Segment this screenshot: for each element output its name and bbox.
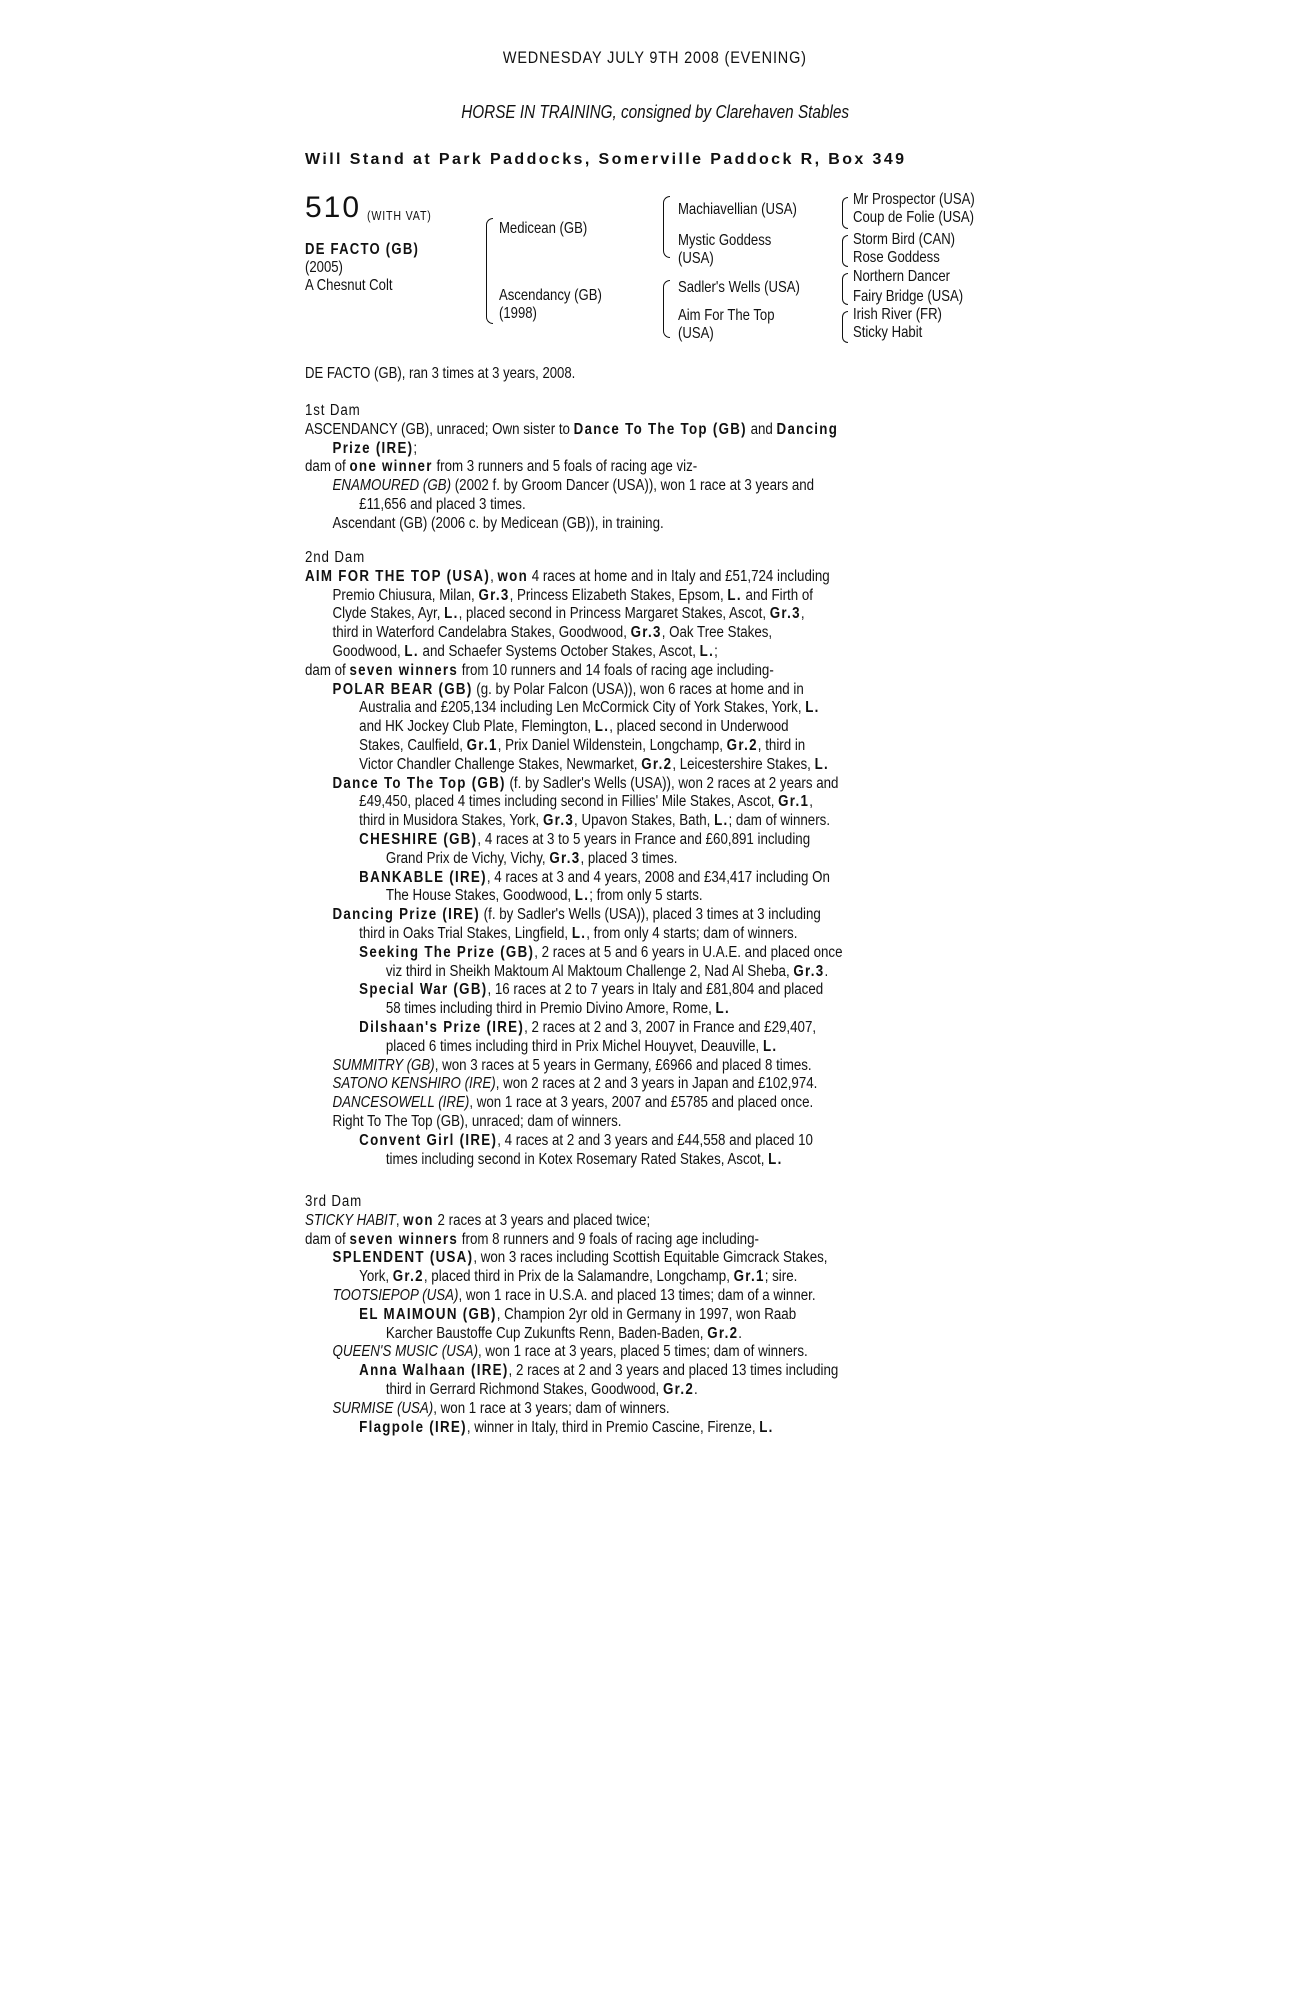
text: , won 1 race in U.S.A. and placed 13 times; dam of a winner. [458,1286,816,1304]
pedigree-brace-dd [842,311,848,343]
horse-ref: Anna Walhaan (IRE) [359,1362,509,1380]
progeny-line [305,1362,965,1381]
text: third in Oaks Trial Stakes, Lingfield, [359,924,572,942]
grade: Gr.3 [769,605,801,623]
horse-ref: Seeking The Prize (GB) [359,943,535,961]
horse-ref: CHESHIRE (GB) [359,830,478,848]
text: placed 6 times including third in Prix Michel Houyvet, Deauville, [385,1037,763,1055]
progeny-line: Right To The Top (GB), unraced; dam of winners. [332,1112,622,1130]
pedigree-dsd: Fairy Bridge (USA) [853,288,964,305]
text: . [738,1324,743,1342]
progeny-line [305,1249,965,1268]
progeny-line [305,1343,965,1362]
progeny-line [305,1057,965,1076]
horse-ref: STICKY HABIT [305,1211,396,1229]
progeny-line [305,718,965,737]
horse-ref: TOOTSIEPOP (USA) [332,1286,459,1304]
text: , Champion 2yr old in Germany in 1997, won Raab [496,1305,797,1323]
text: ; from only 5 starts. [589,887,703,905]
progeny-line [305,775,965,794]
pedigree-sire-sire: Machiavellian (USA) [678,201,797,218]
grade: L. [594,718,610,736]
pedigree-brace-dam [663,280,670,338]
progeny-line [305,1019,965,1038]
progeny-line [305,831,965,850]
pedigree-dam-dam-country: (USA) [678,325,714,342]
third-dam-line [305,1212,965,1231]
text: ; [413,439,418,457]
text: and [746,420,777,438]
second-dam-line [305,568,965,587]
progeny-line [305,793,965,812]
pedigree-brace-ss [842,197,848,229]
text: Victor Chandler Challenge Stakes, Newmarket, [359,755,642,773]
text: , 4 races at 3 to 5 years in France and £60,891 including [477,830,811,848]
pedigree-brace-sd [842,235,848,267]
grade: Gr.1 [778,793,810,811]
progeny-line [305,925,965,944]
progeny-line [305,737,965,756]
text: Australia and £205,134 including Len McCormick City of York Stakes, York, [359,699,806,717]
progeny-line [305,756,965,775]
progeny-line [305,1268,965,1287]
text: £49,450, placed 4 times including second in Fillies' Mile Stakes, Ascot, [359,793,779,811]
text: , won 2 races at 2 and 3 years in Japan and £102,974. [495,1075,818,1093]
pedigree-dam-year: (1998) [499,305,537,322]
horse-ref: BANKABLE (IRE) [359,868,487,886]
grade: Gr.2 [641,755,673,773]
pedigree-dam-sire: Sadler's Wells (USA) [678,279,800,296]
text: , won 1 race at 3 years; dam of winners. [433,1399,670,1417]
pedigree-sire: Medicean (GB) [499,220,588,237]
text: , 4 races at 3 and 4 years, 2008 and £34,417 including On [486,868,830,886]
grade: L. [759,1418,774,1436]
horse-description: A Chesnut Colt [305,277,393,294]
text: , won 3 races at 5 years in Germany, £6966 and placed 8 times. [434,1056,812,1074]
text: , [490,567,498,585]
text: ; sire. [764,1268,798,1286]
text: from 3 runners and 5 foals of racing age viz- [432,458,698,476]
grade: L. [814,755,830,773]
text: dam of [305,1230,350,1248]
grade: Gr.3 [542,812,575,830]
text: , Upavon Stakes, Bath, [574,812,715,830]
second-dam-line [305,605,965,624]
grade: L. [714,812,729,830]
horse-ref: SUMMITRY (GB) [332,1056,435,1074]
text: 2 races at 3 years and placed twice; [433,1211,651,1229]
text: ASCENDANCY (GB), unraced; Own sister to [305,420,574,438]
text: viz third in Sheikh Maktoum Al Maktoum Challenge 2, Nad Al Sheba, [385,962,794,980]
progeny-line [305,1400,965,1419]
stand-line: Will Stand at Park Paddocks, Somerville Paddock R, Box 349 [305,151,907,168]
text: won [497,567,529,585]
text: , 4 races at 2 and 3 years and £44,558 and placed 10 [497,1131,813,1149]
horse-ref: Dance To The Top (GB) [573,420,747,438]
progeny-line [305,1038,965,1057]
grade: L. [574,887,590,905]
third-dam-section [305,1193,965,1437]
winners-count: one winner [349,458,433,476]
grade: L. [715,1000,730,1018]
text: . [694,1380,698,1398]
text: , winner in Italy, third in Premio Cascine, Firenze, [466,1418,760,1436]
horse-ref: Prize (IRE) [332,439,414,457]
progeny-line [305,850,965,869]
grade: Gr.2 [392,1268,424,1286]
text: and HK Jockey Club Plate, Flemington, [359,718,595,736]
text: from 10 runners and 14 foals of racing age including- [458,661,774,679]
second-dam-line [305,587,965,606]
second-dam-section [305,549,965,1169]
grade: L. [571,924,587,942]
consignor-line [305,102,1005,123]
progeny-line [305,1325,965,1344]
grade: Gr.3 [478,586,510,604]
text: ; [714,642,718,660]
horse-ref: AIM FOR THE TOP (USA) [305,567,491,585]
text: Grand Prix de Vichy, Vichy, [385,849,550,867]
grade: Gr.2 [707,1324,739,1342]
text: , [809,793,813,811]
text: , Oak Tree Stakes, [661,624,773,642]
winners-count: seven winners [349,1230,459,1248]
progeny-line [305,887,965,906]
pedigree-sss: Mr Prospector (USA) [853,191,975,208]
grade: Gr.3 [549,849,581,867]
grade: Gr.2 [726,736,758,754]
text: and Firth of [741,586,813,604]
pedigree-brace-main [486,218,493,324]
progeny-line [305,699,965,718]
text: 58 times including third in Premio Divino Amore, Rome, [385,1000,716,1018]
first-dam-heading: 1st Dam [305,402,361,419]
lot-number: 510 [305,191,362,224]
grade: L. [768,1150,783,1168]
horse-ref: SPLENDENT (USA) [332,1249,474,1267]
second-dam-heading: 2nd Dam [305,549,366,566]
progeny-line [305,1287,965,1306]
text: Clyde Stakes, Ayr, [332,605,445,623]
pedigree-dam: Ascendancy (GB) [499,287,602,304]
grade: L. [762,1037,778,1055]
first-dam-line: Ascendant (GB) (2006 c. by Medicean (GB)), in training. [332,514,664,532]
text: third in Gerrard Richmond Stakes, Goodwood, [385,1380,663,1398]
first-dam-line [305,477,965,496]
text: York, [359,1268,393,1286]
progeny-line [305,1306,965,1325]
text: , Princess Elizabeth Stakes, Epsom, [509,586,728,604]
horse-ref: SURMISE (USA) [332,1399,434,1417]
text: , placed second in Underwood [609,718,789,736]
progeny-line [305,1132,965,1151]
text: 4 races at home and in Italy and £51,724 including [528,567,830,585]
grade: Gr.3 [793,962,825,980]
progeny-line [305,681,965,700]
text: , Leicestershire Stakes, [672,755,815,773]
pedigree-sire-dam: Mystic Goddess [678,232,772,249]
text: , won 3 races including Scottish Equitable Gimcrack Stakes, [473,1249,828,1267]
first-dam-line [305,440,965,459]
text: , 2 races at 2 and 3, 2007 in France and £29,407, [524,1018,817,1036]
text: , placed second in Princess Margaret Stakes, Ascot, [458,605,770,623]
horse-ref: DANCESOWELL (IRE) [332,1094,470,1112]
horse-ref: Special War (GB) [359,981,488,999]
pedigree-brace-ds [842,273,848,305]
text: (f. by Sadler's Wells (USA)), placed 3 times at 3 including [479,906,821,924]
text: and Schaefer Systems October Stakes, Ascot, [418,642,700,660]
text: , [800,605,805,623]
first-dam-line: £11,656 and placed 3 times. [359,495,526,513]
pedigree-sds: Storm Bird (CAN) [853,231,956,248]
text: Premio Chiusura, Milan, [332,586,479,604]
sale-date-text: WEDNESDAY JULY 9TH 2008 (EVENING) [502,48,808,67]
text: , placed third in Prix de la Salamandre, Longchamp, [423,1268,734,1286]
text: , 16 races at 2 to 7 years in Italy and £81,804 and placed [487,981,824,999]
text: , 2 races at 2 and 3 years and placed 13 times including [508,1362,839,1380]
text: , won 1 race at 3 years, 2007 and £5785 and placed once. [469,1094,814,1112]
grade: Gr.2 [662,1380,695,1398]
horse-ref: POLAR BEAR (GB) [332,680,473,698]
pedigree-dds: Irish River (FR) [853,306,942,323]
winners-count: seven winners [349,661,459,679]
pedigree-sire-dam-country: (USA) [678,250,714,267]
horse-ref: QUEEN'S MUSIC (USA) [332,1343,479,1361]
text: The House Stakes, Goodwood, [385,887,575,905]
text: times including second in Kotex Rosemary Rated Stakes, Ascot, [385,1150,769,1168]
horse-ref: Dance To The Top (GB) [332,774,506,792]
text: Karcher Baustoffe Cup Zukunfts Renn, Baden-Baden, [385,1324,708,1342]
text: dam of [305,661,350,679]
grade: Gr.1 [733,1268,765,1286]
text: , [395,1211,404,1229]
grade: Gr.1 [466,736,498,754]
grade: L. [444,605,459,623]
first-dam-line [305,421,965,440]
text: (f. by Sadler's Wells (USA)), won 2 races at 2 years and [505,774,839,792]
progeny-line [305,869,965,888]
text: , third in [757,736,806,754]
pedigree-brace-sire [663,196,670,258]
pedigree-ssd: Coup de Folie (USA) [853,209,975,226]
pedigree-ddd: Sticky Habit [853,324,923,341]
horse-ref: Flagpole (IRE) [359,1418,467,1436]
text: Goodwood, [332,642,405,660]
sale-date-line [305,48,1005,68]
horse-ref: Dancing [776,420,839,438]
text: , won 1 race at 3 years, placed 5 times; dam of winners. [478,1343,808,1361]
text: , from only 4 starts; dam of winners. [586,924,798,942]
horse-ref: SATONO KENSHIRO (IRE) [332,1075,496,1093]
foaling-year: (2005) [305,259,343,276]
progeny-line [305,1381,965,1400]
vat-note: (WITH VAT) [367,208,432,223]
progeny-line [305,812,965,831]
progeny-line [305,981,965,1000]
race-record: DE FACTO (GB), ran 3 times at 3 years, 2008. [305,365,576,382]
progeny-line [305,944,965,963]
text: from 8 runners and 9 foals of racing age including- [458,1230,759,1248]
text: . [824,962,829,980]
progeny-line [305,963,965,982]
pedigree-dss: Northern Dancer [853,268,950,285]
progeny-line [305,1094,965,1113]
text: dam of [305,458,350,476]
consignor-text: HORSE IN TRAINING, consigned by Clarehaven Stables [461,102,849,122]
text: ; dam of winners. [728,812,831,830]
text: , Prix Daniel Wildenstein, Longchamp, [497,736,727,754]
second-dam-line [305,662,965,681]
pedigree-sdd: Rose Goddess [853,249,940,266]
text: third in Waterford Candelabra Stakes, Goodwood, [332,624,631,642]
pedigree-dam-dam: Aim For The Top [678,307,775,324]
horse-ref: Dilshaan's Prize (IRE) [359,1018,525,1036]
horse-name: DE FACTO (GB) [305,241,420,258]
first-dam-section [305,402,965,534]
text: (2002 f. by Groom Dancer (USA)), won 1 race at 3 years and [451,477,815,495]
text: third in Musidora Stakes, York, [359,812,543,830]
second-dam-line [305,643,965,662]
text: won [403,1211,434,1229]
progeny-line [305,906,965,925]
progeny-line [305,1151,965,1170]
horse-ref: Dancing Prize (IRE) [332,906,480,924]
text: (g. by Polar Falcon (USA)), won 6 races at home and in [472,680,804,698]
progeny-line [305,1000,965,1019]
grade: L. [805,699,820,717]
horse-ref: Convent Girl (IRE) [359,1131,498,1149]
progeny-line [305,1075,965,1094]
grade: L. [699,642,715,660]
progeny-line [305,1419,965,1438]
text: , placed 3 times. [580,849,678,867]
text: Stakes, Caulfield, [359,736,467,754]
horse-ref: ENAMOURED (GB) [332,477,452,495]
grade: L. [404,642,419,660]
horse-ref: EL MAIMOUN (GB) [359,1305,497,1323]
third-dam-heading: 3rd Dam [305,1193,363,1210]
second-dam-line [305,624,965,643]
grade: Gr.3 [630,624,662,642]
grade: L. [727,586,742,604]
first-dam-line [305,458,965,477]
text: , 2 races at 5 and 6 years in U.A.E. and placed once [534,943,843,961]
third-dam-line [305,1231,965,1250]
